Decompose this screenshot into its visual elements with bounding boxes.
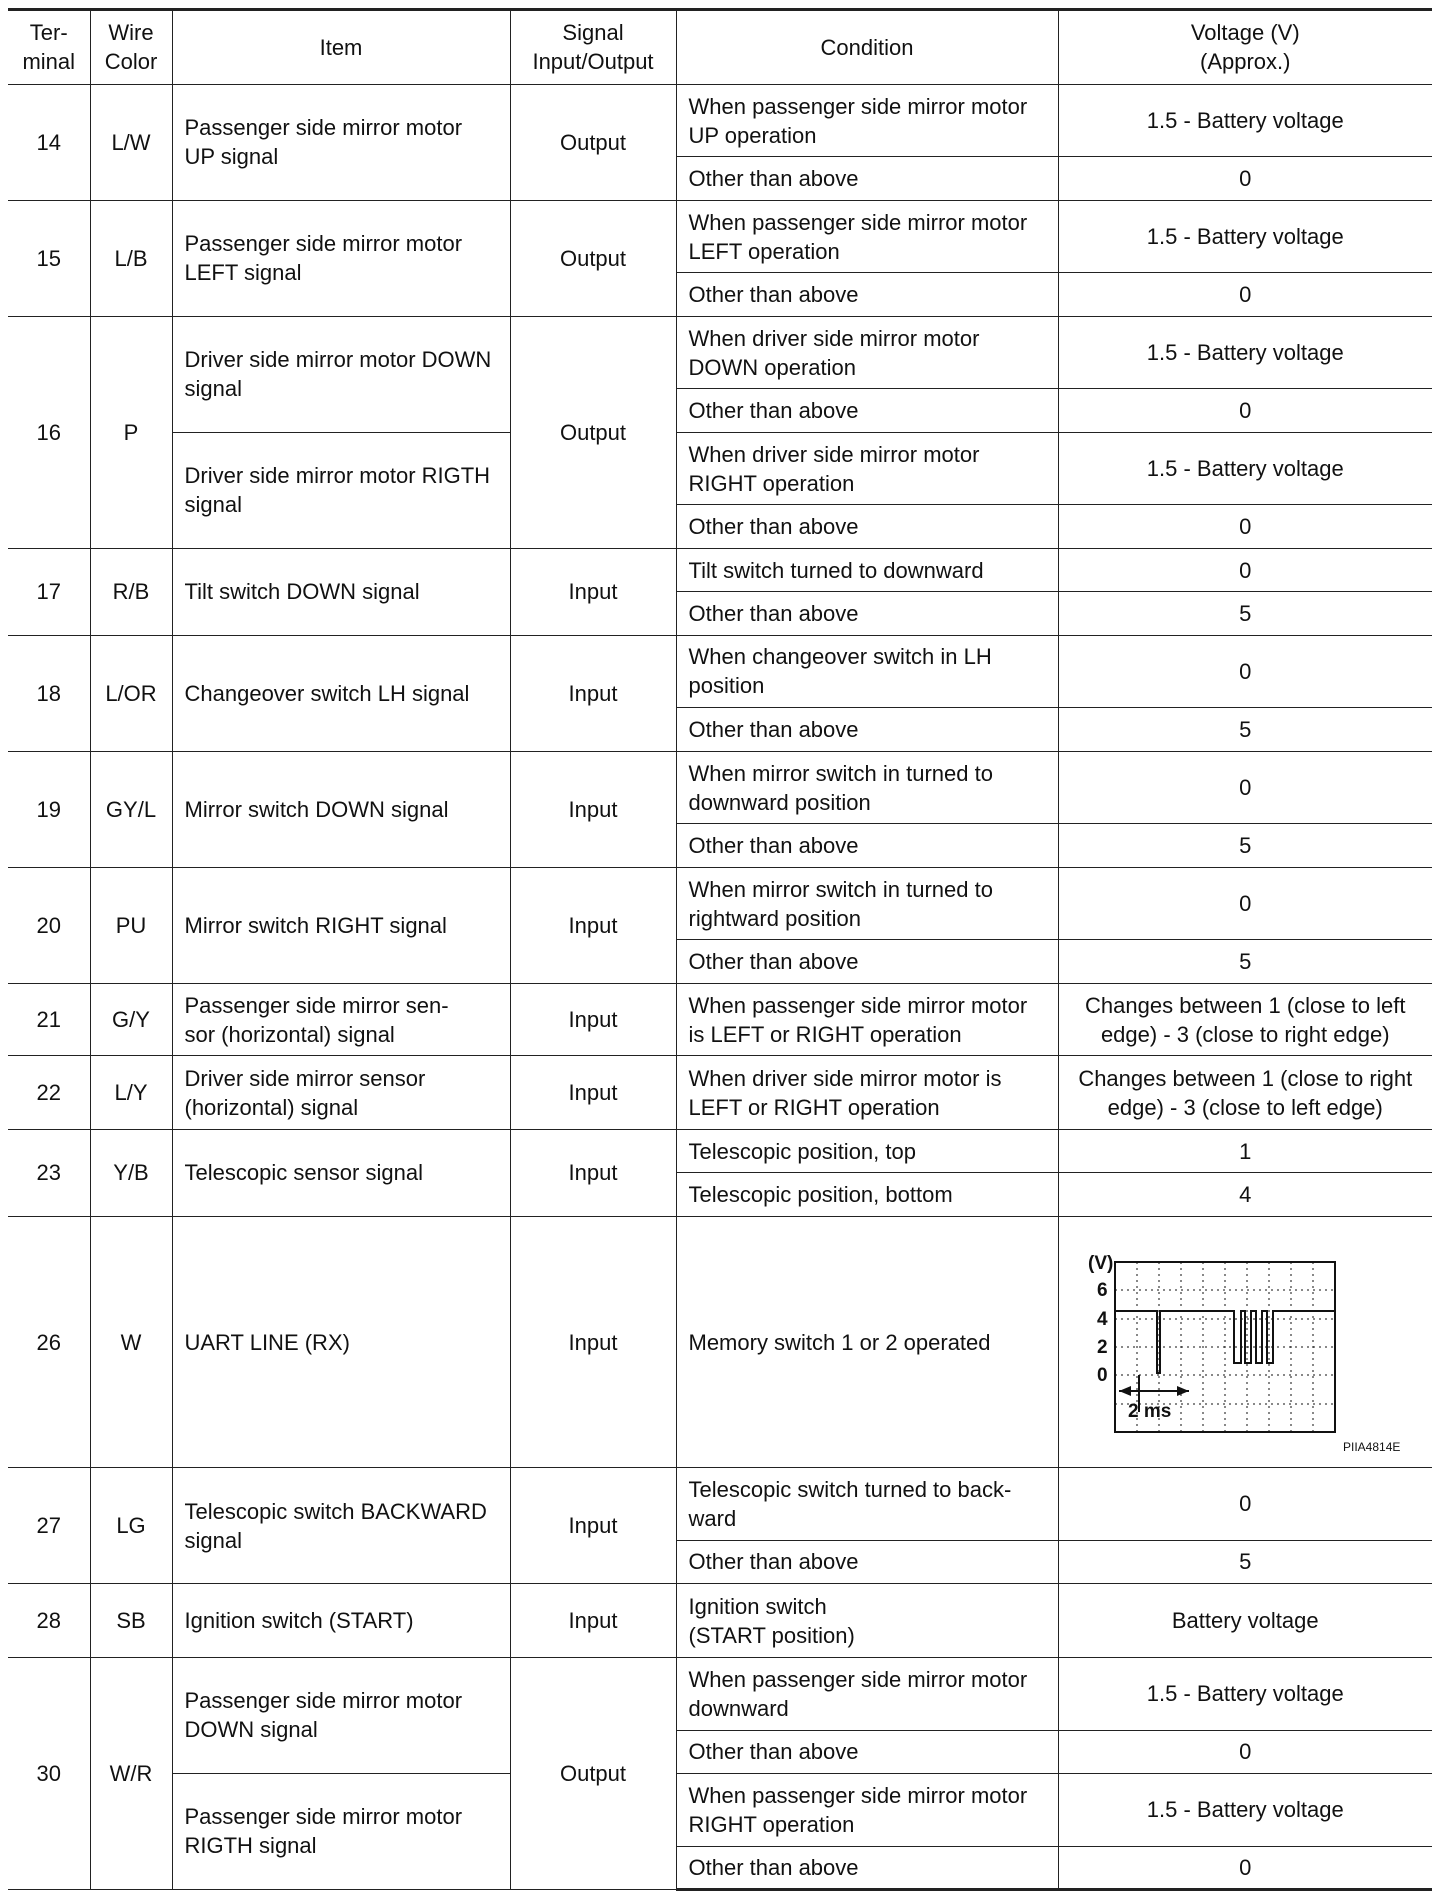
signal-cell: Input — [510, 1216, 676, 1467]
voltage-cell: 0 — [1058, 635, 1432, 708]
terminal-cell: 14 — [8, 84, 90, 200]
terminal-cell: 19 — [8, 751, 90, 867]
voltage-cell: 1 — [1058, 1130, 1432, 1173]
table-row — [8, 1468, 1432, 1541]
wire-color-cell: P — [90, 316, 172, 548]
signal-cell: Input — [510, 1468, 676, 1584]
terminal-cell: 27 — [8, 1468, 90, 1584]
wire-color-cell: SB — [90, 1584, 172, 1658]
condition-cell: Other than above — [676, 1846, 1058, 1889]
timebase-label: 2 ms — [1128, 1401, 1172, 1422]
condition-cell: When passenger side mirror motor LEFT operation — [676, 200, 1058, 273]
header-item: Item — [172, 10, 510, 85]
voltage-cell: 0 — [1058, 548, 1432, 591]
voltage-cell: 5 — [1058, 708, 1432, 751]
table-row — [8, 1056, 1432, 1130]
condition-cell: Other than above — [676, 1540, 1058, 1583]
table-row — [8, 983, 1432, 1056]
condition-cell: Other than above — [676, 824, 1058, 867]
condition-cell: Other than above — [676, 1730, 1058, 1773]
voltage-cell: Changes between 1 (close to left edge) - 3 (close to right edge) — [1058, 983, 1432, 1056]
table-row — [8, 432, 1432, 505]
voltage-cell: Changes between 1 (close to right edge) - 3 (close to left edge) — [1058, 1056, 1432, 1130]
voltage-cell: 0 — [1058, 389, 1432, 432]
wire-color-cell: L/Y — [90, 1056, 172, 1130]
condition-cell: When driver side mirror motor is LEFT or RIGHT operation — [676, 1056, 1058, 1130]
voltage-cell: 4 — [1058, 1173, 1432, 1216]
terminal-cell: 23 — [8, 1130, 90, 1217]
header-signal: Signal Input/Output — [510, 10, 676, 85]
waveform-tick-label: 6 — [1097, 1280, 1108, 1301]
voltage-cell: 0 — [1058, 1846, 1432, 1889]
header-row — [8, 10, 1432, 85]
condition-cell: Memory switch 1 or 2 operated — [676, 1216, 1058, 1467]
header-terminal: Ter- minal — [8, 10, 90, 85]
signal-cell: Input — [510, 1130, 676, 1217]
condition-cell: Telescopic position, bottom — [676, 1173, 1058, 1216]
voltage-cell: 5 — [1058, 592, 1432, 635]
waveform-unit-label: (V) — [1088, 1253, 1114, 1274]
item-cell: Mirror switch DOWN signal — [172, 751, 510, 867]
table-row — [8, 84, 1432, 157]
voltage-cell: 5 — [1058, 1540, 1432, 1583]
item-cell: Driver side mirror motor RIGTH signal — [172, 432, 510, 548]
signal-cell: Input — [510, 867, 676, 983]
condition-cell: Tilt switch turned to downward — [676, 548, 1058, 591]
signal-cell: Input — [510, 983, 676, 1056]
table-row — [8, 751, 1432, 824]
uart-waveform-figure — [1075, 1227, 1415, 1457]
condition-cell: When driver side mirror motor RIGHT operation — [676, 432, 1058, 505]
condition-cell: Other than above — [676, 940, 1058, 983]
signal-cell: Input — [510, 1056, 676, 1130]
header-wire-color: Wire Color — [90, 10, 172, 85]
item-cell: Passenger side mirror motor RIGTH signal — [172, 1773, 510, 1889]
waveform-tick-label: 4 — [1097, 1309, 1108, 1330]
item-cell: Driver side mirror sensor (horizontal) signal — [172, 1056, 510, 1130]
item-cell: Tilt switch DOWN signal — [172, 548, 510, 635]
signal-cell: Output — [510, 1657, 676, 1889]
voltage-cell: 0 — [1058, 273, 1432, 316]
waveform-tick-label: 0 — [1097, 1365, 1108, 1386]
voltage-cell: 5 — [1058, 824, 1432, 867]
table-row — [8, 1657, 1432, 1730]
table-row — [8, 316, 1432, 389]
wire-color-cell: GY/L — [90, 751, 172, 867]
item-cell: UART LINE (RX) — [172, 1216, 510, 1467]
terminal-cell: 18 — [8, 635, 90, 751]
table-row — [8, 1216, 1432, 1467]
wire-color-cell: G/Y — [90, 983, 172, 1056]
timebase-arrow-head — [1119, 1386, 1131, 1396]
condition-cell: Other than above — [676, 505, 1058, 548]
condition-cell: Ignition switch (START position) — [676, 1584, 1058, 1658]
condition-cell: When passenger side mirror motor RIGHT operation — [676, 1773, 1058, 1846]
condition-cell: When changeover switch in LH position — [676, 635, 1058, 708]
voltage-cell: 1.5 - Battery voltage — [1058, 1773, 1432, 1846]
terminal-spec-table — [8, 8, 1432, 1891]
condition-cell: When passenger side mirror motor UP operation — [676, 84, 1058, 157]
figure-id-label: PIIA4814E — [1343, 1440, 1401, 1454]
timebase-arrow-head — [1177, 1386, 1189, 1396]
voltage-cell: 0 — [1058, 505, 1432, 548]
terminal-cell: 16 — [8, 316, 90, 548]
signal-cell: Input — [510, 635, 676, 751]
item-cell: Driver side mirror motor DOWN signal — [172, 316, 510, 432]
wire-color-cell: L/B — [90, 200, 172, 316]
condition-cell: Other than above — [676, 273, 1058, 316]
condition-cell: Other than above — [676, 708, 1058, 751]
voltage-cell: 0 — [1058, 751, 1432, 824]
voltage-cell: 1.5 - Battery voltage — [1058, 200, 1432, 273]
item-cell: Passenger side mirror motor UP signal — [172, 84, 510, 200]
terminal-cell: 15 — [8, 200, 90, 316]
table-row — [8, 548, 1432, 591]
condition-cell: When passenger side mirror motor downward — [676, 1657, 1058, 1730]
wire-color-cell: W — [90, 1216, 172, 1467]
voltage-cell: 5 — [1058, 940, 1432, 983]
waveform-tick-label: 2 — [1097, 1337, 1108, 1358]
terminal-cell: 30 — [8, 1657, 90, 1889]
condition-cell: Other than above — [676, 389, 1058, 432]
condition-cell: When mirror switch in turned to rightward position — [676, 867, 1058, 940]
voltage-cell: 0 — [1058, 1730, 1432, 1773]
table-row — [8, 867, 1432, 940]
signal-cell: Output — [510, 84, 676, 200]
item-cell: Telescopic sensor signal — [172, 1130, 510, 1217]
terminal-cell: 20 — [8, 867, 90, 983]
signal-cell: Input — [510, 1584, 676, 1658]
header-voltage: Voltage (V) (Approx.) — [1058, 10, 1432, 85]
terminal-cell: 28 — [8, 1584, 90, 1658]
wire-color-cell: R/B — [90, 548, 172, 635]
condition-cell: Telescopic switch turned to back- ward — [676, 1468, 1058, 1541]
table-row — [8, 635, 1432, 708]
signal-cell: Output — [510, 316, 676, 548]
wire-color-cell: L/OR — [90, 635, 172, 751]
condition-cell: When mirror switch in turned to downward position — [676, 751, 1058, 824]
signal-cell: Input — [510, 548, 676, 635]
voltage-cell: 1.5 - Battery voltage — [1058, 1657, 1432, 1730]
wire-color-cell: L/W — [90, 84, 172, 200]
table-row — [8, 1130, 1432, 1173]
terminal-cell: 17 — [8, 548, 90, 635]
voltage-cell: 1.5 - Battery voltage — [1058, 84, 1432, 157]
table-row — [8, 1584, 1432, 1658]
item-cell: Passenger side mirror motor LEFT signal — [172, 200, 510, 316]
voltage-cell: 1.5 - Battery voltage — [1058, 432, 1432, 505]
waveform-cell — [1058, 1216, 1432, 1467]
item-cell: Changeover switch LH signal — [172, 635, 510, 751]
wire-color-cell: PU — [90, 867, 172, 983]
condition-cell: Other than above — [676, 157, 1058, 200]
wire-color-cell: Y/B — [90, 1130, 172, 1217]
voltage-cell: 1.5 - Battery voltage — [1058, 316, 1432, 389]
table-row — [8, 200, 1432, 273]
header-condition: Condition — [676, 10, 1058, 85]
condition-cell: When driver side mirror motor DOWN operation — [676, 316, 1058, 389]
condition-cell: When passenger side mirror motor is LEFT or RIGHT operation — [676, 983, 1058, 1056]
item-cell: Passenger side mirror sen- sor (horizontal) signal — [172, 983, 510, 1056]
signal-cell: Input — [510, 751, 676, 867]
voltage-cell: 0 — [1058, 1468, 1432, 1541]
item-cell: Passenger side mirror motor DOWN signal — [172, 1657, 510, 1773]
item-cell: Telescopic switch BACKWARD signal — [172, 1468, 510, 1584]
condition-cell: Other than above — [676, 592, 1058, 635]
voltage-cell: 0 — [1058, 867, 1432, 940]
signal-cell: Output — [510, 200, 676, 316]
item-cell: Mirror switch RIGHT signal — [172, 867, 510, 983]
table-row — [8, 1773, 1432, 1846]
terminal-cell: 21 — [8, 983, 90, 1056]
condition-cell: Telescopic position, top — [676, 1130, 1058, 1173]
terminal-cell: 22 — [8, 1056, 90, 1130]
item-cell: Ignition switch (START) — [172, 1584, 510, 1658]
wire-color-cell: LG — [90, 1468, 172, 1584]
voltage-cell: Battery voltage — [1058, 1584, 1432, 1658]
wire-color-cell: W/R — [90, 1657, 172, 1889]
voltage-cell: 0 — [1058, 157, 1432, 200]
terminal-cell: 26 — [8, 1216, 90, 1467]
